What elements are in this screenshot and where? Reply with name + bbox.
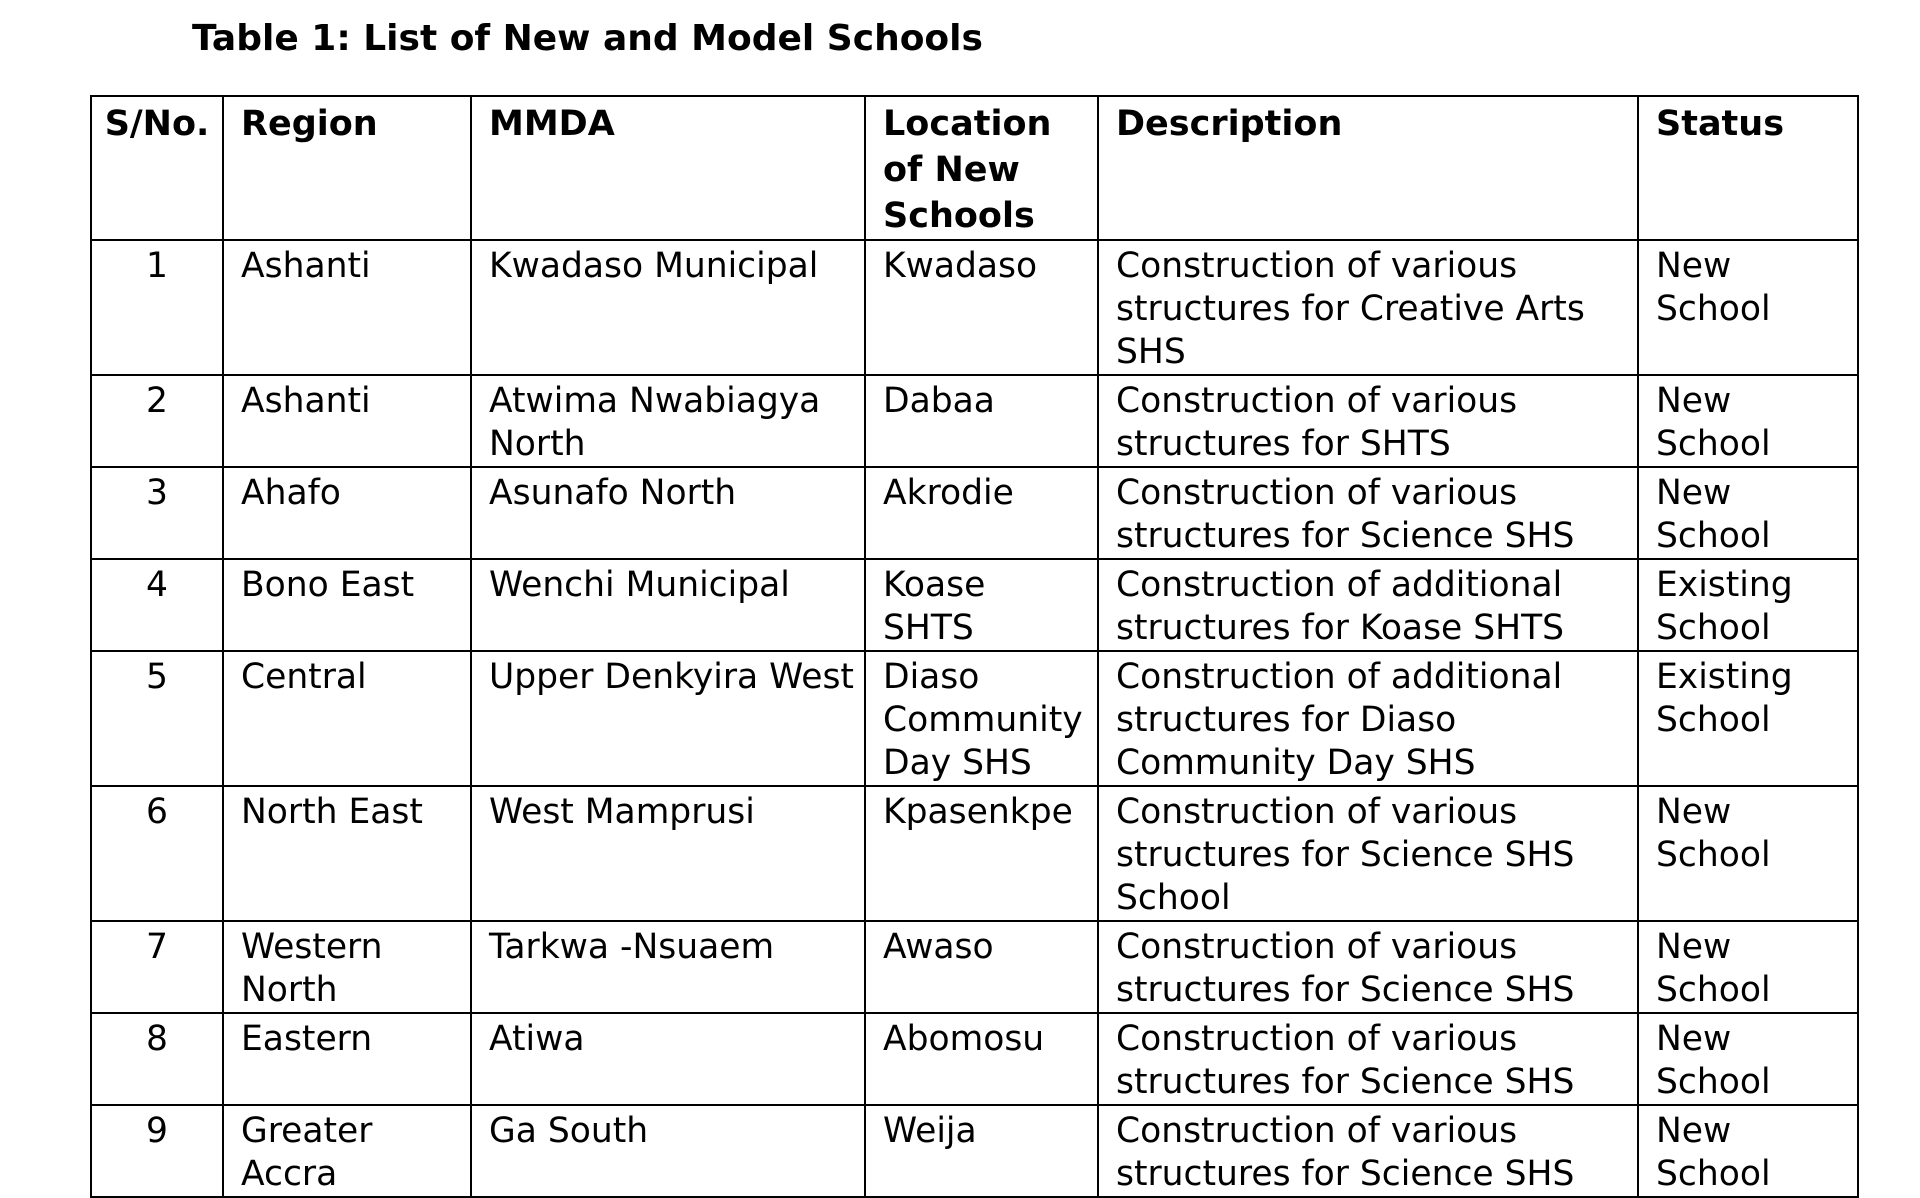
cell-mmda: West Mamprusi	[471, 786, 865, 921]
cell-status: New School	[1638, 375, 1858, 467]
cell-description: Construction of various structures for Science SHS	[1098, 467, 1638, 559]
cell-sn: 6	[91, 786, 223, 921]
cell-location: Koase SHTS	[865, 559, 1098, 651]
cell-description: Construction of various structures for Science SHS	[1098, 921, 1638, 1013]
cell-location: Akrodie	[865, 467, 1098, 559]
cell-description: Construction of various structures for Science SHS School	[1098, 786, 1638, 921]
header-status: Status	[1638, 96, 1858, 240]
table-row	[91, 467, 1858, 559]
cell-status: Existing School	[1638, 559, 1858, 651]
cell-status: New School	[1638, 786, 1858, 921]
cell-mmda: Ga South	[471, 1105, 865, 1197]
cell-sn: 1	[91, 240, 223, 375]
cell-mmda: Asunafo North	[471, 467, 865, 559]
cell-status: New School	[1638, 467, 1858, 559]
cell-region: Eastern	[223, 1013, 471, 1105]
cell-region: Ashanti	[223, 240, 471, 375]
header-sn: S/No.	[91, 96, 223, 240]
table-row	[91, 651, 1858, 786]
cell-region: North East	[223, 786, 471, 921]
cell-location: Kpasenkpe	[865, 786, 1098, 921]
cell-sn: 4	[91, 559, 223, 651]
cell-status: New School	[1638, 921, 1858, 1013]
header-location: Location of New Schools	[865, 96, 1098, 240]
cell-mmda: Kwadaso Municipal	[471, 240, 865, 375]
cell-mmda: Atwima Nwabiagya North	[471, 375, 865, 467]
table-row	[91, 1013, 1858, 1105]
cell-description: Construction of various structures for Science SHS	[1098, 1013, 1638, 1105]
cell-description: Construction of various structures for SHTS	[1098, 375, 1638, 467]
table-header-row	[91, 96, 1858, 240]
cell-description: Construction of various structures for Science SHS	[1098, 1105, 1638, 1197]
cell-mmda: Atiwa	[471, 1013, 865, 1105]
cell-location: Dabaa	[865, 375, 1098, 467]
cell-region: Ahafo	[223, 467, 471, 559]
cell-status: Existing School	[1638, 651, 1858, 786]
cell-sn: 9	[91, 1105, 223, 1197]
cell-location: Weija	[865, 1105, 1098, 1197]
cell-mmda: Wenchi Municipal	[471, 559, 865, 651]
cell-region: Western North	[223, 921, 471, 1013]
table-row	[91, 375, 1858, 467]
cell-mmda: Tarkwa -Nsuaem	[471, 921, 865, 1013]
cell-sn: 3	[91, 467, 223, 559]
cell-region: Bono East	[223, 559, 471, 651]
cell-sn: 2	[91, 375, 223, 467]
table-row	[91, 786, 1858, 921]
cell-description: Construction of various structures for Creative Arts SHS	[1098, 240, 1638, 375]
header-region: Region	[223, 96, 471, 240]
schools-table	[90, 95, 1859, 1198]
cell-sn: 8	[91, 1013, 223, 1105]
table-row	[91, 921, 1858, 1013]
cell-location: Awaso	[865, 921, 1098, 1013]
cell-location: Diaso Community Day SHS	[865, 651, 1098, 786]
cell-mmda: Upper Denkyira West	[471, 651, 865, 786]
cell-location: Abomosu	[865, 1013, 1098, 1105]
header-description: Description	[1098, 96, 1638, 240]
cell-status: New School	[1638, 1105, 1858, 1197]
table-title: Table 1: List of New and Model Schools	[192, 18, 983, 59]
cell-description: Construction of additional structures for Koase SHTS	[1098, 559, 1638, 651]
cell-sn: 7	[91, 921, 223, 1013]
table-row	[91, 240, 1858, 375]
cell-region: Ashanti	[223, 375, 471, 467]
header-mmda: MMDA	[471, 96, 865, 240]
cell-sn: 5	[91, 651, 223, 786]
cell-region: Greater Accra	[223, 1105, 471, 1197]
cell-region: Central	[223, 651, 471, 786]
table-row	[91, 1105, 1858, 1197]
table-row	[91, 559, 1858, 651]
cell-status: New School	[1638, 1013, 1858, 1105]
cell-status: New School	[1638, 240, 1858, 375]
cell-description: Construction of additional structures for Diaso Community Day SHS	[1098, 651, 1638, 786]
cell-location: Kwadaso	[865, 240, 1098, 375]
